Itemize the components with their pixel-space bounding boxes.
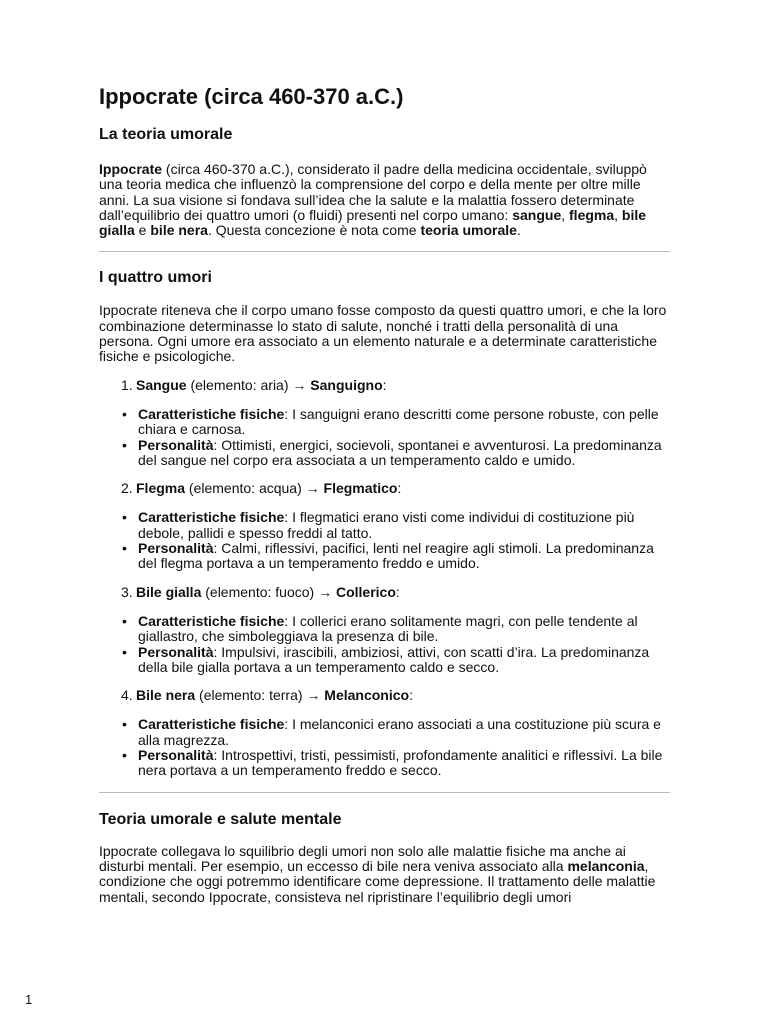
humor-name: Bile nera — [136, 687, 196, 704]
humor-item-bile-gialla — [99, 585, 670, 600]
humor-element: (elemento: acqua) → — [185, 480, 324, 497]
humor-name: Bile gialla — [136, 583, 202, 600]
text-run: , — [561, 206, 570, 223]
humor-item-sangue — [99, 378, 670, 393]
section-divider — [99, 792, 670, 793]
physical-label: Caratteristiche fisiche — [138, 716, 285, 733]
list-number: 1. — [121, 376, 133, 393]
humor-details-bile-nera — [99, 717, 670, 778]
colon: : — [395, 583, 400, 600]
section-heading-teoria-umorale: La teoria umorale — [99, 126, 233, 143]
list-item-personality — [138, 748, 670, 779]
list-item-physical — [138, 510, 670, 541]
humor-element: (elemento: fuoco) → — [201, 583, 336, 600]
document-content — [99, 83, 670, 905]
bold-melanconia: melanconia — [567, 857, 645, 874]
physical-label: Caratteristiche fisiche — [138, 405, 285, 422]
section-divider — [99, 251, 670, 252]
bold-bile-gialla: bile gialla — [99, 206, 647, 239]
text-run: . Questa concezione è nota come — [207, 222, 421, 239]
personality-text: : Impulsivi, irascibili, ambiziosi, attivi, con scatti d’ira. La predominanza della bile gialla portava a un temperamento caldo e secco. — [138, 643, 650, 675]
colon: : — [397, 480, 402, 497]
personality-label: Personalità — [138, 540, 214, 557]
list-number: 3. — [121, 583, 133, 600]
section-heading-salute-mentale: Teoria umorale e salute mentale — [99, 810, 342, 828]
physical-text: : I melanconici erano associati a una costituzione più scura e alla magrezza. — [138, 716, 661, 748]
humors-intro-paragraph: Ippocrate riteneva che il corpo umano fosse composto da questi quattro umori, e che la loro combinazione determinasse lo stato di salute, nonché i tratti della personalità di una persona. Ogni umore era associato a un elemento naturale e a determinate caratteristiche fisiche e psicologiche. — [99, 302, 667, 365]
physical-text: : I flegmatici erano visti come individui di costituzione più debole, pallidi e spesso freddi al tatto. — [138, 509, 635, 541]
text-run: e — [134, 222, 151, 239]
humor-type: Collerico — [335, 583, 396, 600]
personality-text: : Ottimisti, energici, socievoli, spontanei e avventurosi. La predominanza del sangue nel corpo era associata a un temperamento caldo e umido. — [138, 436, 662, 468]
list-number: 4. — [121, 687, 133, 704]
humor-element: (elemento: terra) → — [195, 687, 325, 704]
physical-label: Caratteristiche fisiche — [138, 509, 285, 526]
page-title: Ippocrate (circa 460-370 a.C.) — [99, 84, 404, 109]
bold-sangue: sangue — [512, 206, 562, 223]
physical-text: : I collerici erano solitamente magri, con pelle tendente al giallastro, che simboleggiava la presenza di bile. — [138, 612, 638, 645]
personality-label: Personalità — [138, 747, 214, 764]
physical-label: Caratteristiche fisiche — [138, 612, 285, 629]
humor-type: Melanconico — [324, 687, 410, 704]
bold-teoria-umorale: teoria umorale — [420, 222, 517, 239]
humor-details-bile-gialla — [99, 614, 670, 675]
personality-text: : Introspettivi, tristi, pessimisti, profondamente analitici e riflessivi. La bile nera portava a un temperamento freddo e secco. — [138, 747, 663, 779]
personality-text: : Calmi, riflessivi, pacifici, lenti nel reagire agli stimoli. La predominanza del flegma portava a un temperamento freddo e umido. — [138, 540, 654, 572]
physical-text: : I sanguigni erano descritti come persone robuste, con pelle chiara e carnosa. — [138, 405, 659, 438]
text-run: , condizione che oggi potremmo identificare come depressione. Il trattamento delle malattie mentali, secondo Ippocrate, consisteva nel ripristinare l’equilibrio degli umori — [99, 857, 656, 905]
colon: : — [382, 376, 387, 393]
list-item-physical — [138, 717, 670, 748]
page-number: 1 — [25, 992, 33, 1007]
humor-item-bile-nera — [99, 688, 670, 703]
humor-details-sangue — [99, 407, 670, 468]
list-item-personality — [138, 438, 670, 469]
bold-flegma: flegma — [569, 206, 615, 223]
text-run: . — [516, 222, 521, 239]
list-number: 2. — [121, 480, 133, 497]
list-item-physical — [138, 407, 670, 438]
mental-health-paragraph — [99, 844, 670, 905]
text-run: Ippocrate collegava lo squilibrio degli umori non solo alle malattie fisiche ma anche ai disturbi mentali. Per esempio, un eccesso di bile nera veniva associato alla — [99, 842, 626, 874]
list-item-physical — [138, 614, 670, 645]
bold-ippocrate: Ippocrate — [99, 161, 163, 177]
text-run: (circa 460-370 a.C.), considerato il padre della medicina occidentale, sviluppò una teoria medica che influenzò la comprensione del corpo e della mente per oltre mille anni. La sua visione si fondava sull’idea che la salute e la malattia fossero determinate dall’equilibrio dei quattro umori (o fluidi) presenti nel corpo umano: — [99, 161, 647, 223]
humor-type: Flegmatico — [323, 480, 398, 497]
humor-element: (elemento: aria) → — [186, 376, 311, 393]
section-heading-quattro-umori: I quattro umori — [99, 269, 212, 287]
humor-details-flegma — [99, 510, 670, 571]
humor-name: Flegma — [136, 480, 186, 497]
personality-label: Personalità — [138, 436, 214, 453]
list-item-personality — [138, 541, 670, 572]
bold-bile-nera: bile nera — [150, 222, 208, 239]
list-item-personality — [138, 645, 670, 676]
humor-type: Sanguigno — [310, 376, 383, 393]
text-run: , — [614, 206, 622, 223]
colon: : — [409, 687, 413, 704]
humor-item-flegma — [99, 481, 670, 496]
intro-paragraph — [99, 162, 670, 238]
personality-label: Personalità — [138, 643, 214, 660]
humor-name: Sangue — [136, 376, 187, 393]
